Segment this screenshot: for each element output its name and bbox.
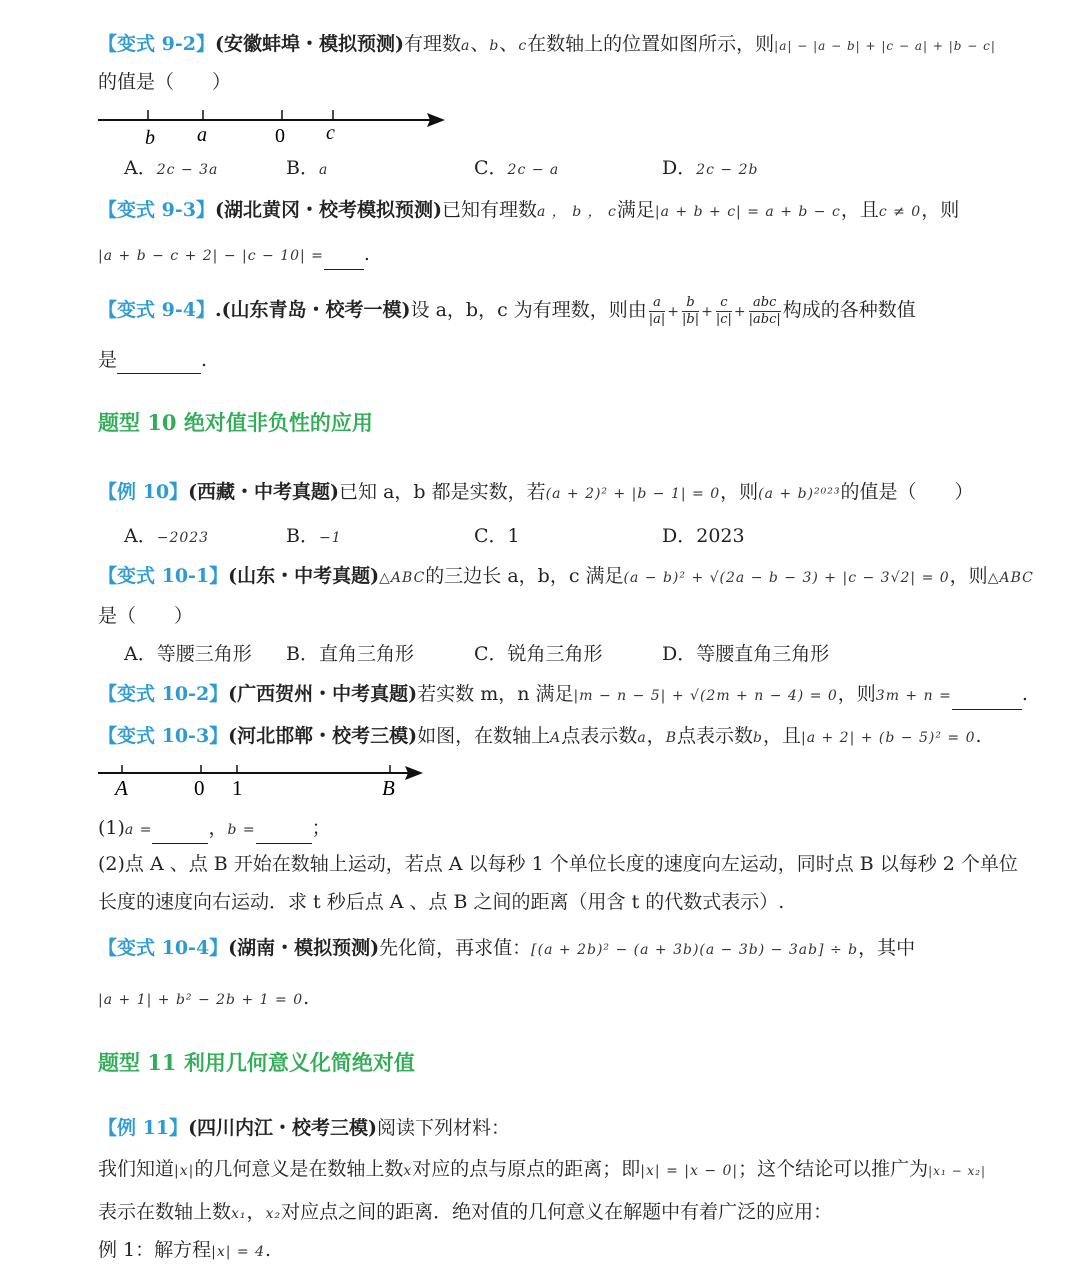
ex10-source: (西藏・中考真题) xyxy=(188,481,340,503)
v102-answer-blank[interactable] xyxy=(952,689,1022,710)
v92-choice-c: C．2c − a xyxy=(474,157,560,179)
v94-end: . xyxy=(201,349,208,371)
v104-text1: 先化简，再求值： xyxy=(379,937,532,959)
v101-text2: ，则 xyxy=(949,565,988,587)
ex10-text3: 的值是（ ） xyxy=(840,481,974,503)
v94-frac-a: $\frac{a}{|a|}$ xyxy=(648,294,666,327)
v93-text1: 已知有理数 xyxy=(441,199,537,221)
v92-label-c: c xyxy=(326,122,335,144)
ex11-tag: 【例 11】 xyxy=(98,1117,189,1139)
v94-plus3: + xyxy=(733,304,747,320)
v103-q1-blank-b[interactable] xyxy=(256,823,312,844)
v102-line1 xyxy=(98,680,1028,710)
v102-source: (广西贺州・中考真题) xyxy=(228,683,418,705)
ex10-expr2: (a + b)²⁰²³ xyxy=(758,486,841,502)
v103-text3: ，且 xyxy=(762,725,801,747)
v103-label-0: 0 xyxy=(194,776,205,800)
v92-var-a: a xyxy=(460,38,471,54)
v93-answer-blank[interactable] xyxy=(324,249,364,270)
ex10-tag: 【例 10】 xyxy=(98,481,189,503)
v103-q2-line1: (2)点 A 、点 B 开始在数轴上运动，若点 A 以每秒 1 个单位长度的速度向左运动，同时点 B 以每秒 2 个单位 xyxy=(98,853,1018,875)
v94-frac-abc: $\frac{\text{abc}}{\text{|abc|}}$ xyxy=(748,294,781,327)
v103-line1 xyxy=(98,722,982,752)
v104-source: (湖南・模拟预测) xyxy=(228,937,380,959)
v101-tag: 【变式 10-1】 xyxy=(98,565,229,587)
ex11-p1c: 对应的点与原点的距离；即 xyxy=(412,1158,641,1180)
v92-choices xyxy=(98,154,998,182)
v103-q1-a: a = xyxy=(124,822,153,838)
ex11-p1e1: |x| xyxy=(174,1163,195,1179)
v92-choice-d: D．2c − 2b xyxy=(662,157,759,179)
v103-label-b: B xyxy=(382,776,395,800)
v94-text1: 设 a，b，c 为有理数，则由 xyxy=(410,299,647,321)
v103-q1 xyxy=(98,814,331,844)
v101-line2: 是（ ） xyxy=(98,605,194,627)
v102-expr1: |m − n − 5| + √(2m + n − 4) = 0 xyxy=(573,688,838,704)
ex10-line1 xyxy=(98,478,974,508)
v93-expr3: |a + b − c + 2| − |c − 10| = xyxy=(98,248,324,264)
v94-source: .(山东青岛・校考一模) xyxy=(214,299,411,321)
v103-sep: ， xyxy=(646,725,666,747)
v103-q1-blank-a[interactable] xyxy=(152,823,208,844)
v93-text4: ，则 xyxy=(921,199,960,221)
ex11-p1e2: x xyxy=(403,1163,413,1179)
v103-expr: |a + 2| + (b − 5)² = 0 xyxy=(800,730,976,746)
ex11-text1: 阅读下列材料： xyxy=(377,1117,511,1139)
ex11-para3 xyxy=(98,1236,271,1266)
v92-text2: 在数轴上的位置如图所示，则 xyxy=(527,33,775,55)
v103-tag: 【变式 10-3】 xyxy=(98,725,229,747)
v102-text1: 若实数 m，n 满足 xyxy=(417,683,574,705)
v103-q2-line2: 长度的速度向右运动．求 t 秒后点 A 、点 B 之间的距离（用含 t 的代数式表示）. xyxy=(98,891,785,913)
v104-text2: ，其中 xyxy=(858,937,916,959)
v102-expr2: 3m + n = xyxy=(875,688,952,704)
v92-var-c: c xyxy=(518,38,528,54)
v101-choice-d: D．等腰直角三角形 xyxy=(662,643,830,665)
v103-label-1: 1 xyxy=(232,776,243,800)
ex10-choice-b: B．−1 xyxy=(286,525,342,547)
v94-tag: 【变式 9-4】 xyxy=(98,299,215,321)
v92-label-b: b xyxy=(145,127,155,149)
ex11-p3end: . xyxy=(265,1239,272,1261)
v103-q1-label: (1) xyxy=(98,817,125,839)
v92-line1 xyxy=(98,30,996,60)
v93-source: (湖北黄冈・校考模拟预测) xyxy=(214,199,442,221)
ex11-p1d: ；这个结论可以推广为 xyxy=(738,1158,929,1180)
v101-expr2: (a − b)² + √(2a − b − 3) + |c − 3√2| = 0 xyxy=(623,570,950,586)
v93-line1 xyxy=(98,196,959,226)
v103-pt-b: B xyxy=(665,730,677,746)
v92-choice-b: B．a xyxy=(286,157,329,179)
v93-text2: 满足 xyxy=(616,199,655,221)
v101-expr1: △ABC xyxy=(379,570,426,586)
ex11-line1 xyxy=(98,1114,510,1142)
v103-label-a: A xyxy=(115,776,128,800)
v94-line1 xyxy=(98,290,916,332)
ex10-choice-c: C．1 xyxy=(474,525,520,547)
v93-line2 xyxy=(98,240,370,270)
v101-choice-b: B．直角三角形 xyxy=(286,643,414,665)
v92-sep2: 、 xyxy=(499,33,519,55)
v103-text1: 如图，在数轴上 xyxy=(417,725,551,747)
v101-choices xyxy=(98,640,998,668)
v93-expr2: c ≠ 0 xyxy=(878,204,922,220)
v101-source: (山东・中考真题) xyxy=(228,565,380,587)
ex11-p3a: 例 1：解方程 xyxy=(98,1239,212,1261)
ex11-p3e: |x| = 4 xyxy=(211,1244,266,1260)
v102-text2: ，则 xyxy=(837,683,876,705)
ex11-source: (四川内江・校考三模) xyxy=(188,1117,378,1139)
v92-source: (安徽蚌埠・模拟预测) xyxy=(214,33,404,55)
ex11-p1a: 我们知道 xyxy=(98,1158,175,1180)
ex11-para2 xyxy=(98,1198,832,1228)
v94-plus2: + xyxy=(701,304,714,320)
ex11-p2sep: ， xyxy=(246,1201,266,1223)
v92-text1: 有理数 xyxy=(403,33,461,55)
ex10-choice-d: D．2023 xyxy=(662,525,745,547)
v102-tag: 【变式 10-2】 xyxy=(98,683,229,705)
v101-choice-c: C．锐角三角形 xyxy=(474,643,603,665)
v92-line2: 的值是（ ） xyxy=(98,71,232,93)
v92-var-b: b xyxy=(489,38,500,54)
v93-expr1: |a + b + c| = a + b − c xyxy=(654,204,841,220)
v92-number-line xyxy=(95,100,455,150)
v103-pt-a: A xyxy=(550,730,562,746)
ex11-p1e4: |x₁ − x₂| xyxy=(928,1164,987,1178)
v94-plus1: + xyxy=(667,304,681,320)
v103-source: (河北邯郸・校考三模) xyxy=(228,725,418,747)
v104-expr1: [(a + 2b)² − (a + 3b)(a − 3b) − 3ab] ÷ b xyxy=(531,942,859,958)
v103-number-line xyxy=(95,758,435,804)
v92-expr: |a| − |a − b| + |c − a| + |b − c| xyxy=(774,39,996,53)
v104-line1 xyxy=(98,934,915,964)
v103-text2a: 点表示数 xyxy=(561,725,638,747)
v94-frac-c: $\frac{c}{|c|}$ xyxy=(715,294,732,327)
heading-type10: 题型 10 绝对值非负性的应用 xyxy=(98,410,373,435)
v103-text2b: 点表示数 xyxy=(676,725,753,747)
v103-end: . xyxy=(975,725,982,747)
v103-q1-b: b = xyxy=(227,822,256,838)
v92-label-a: a xyxy=(197,124,207,146)
ex11-p2b: 对应点之间的距离．绝对值的几何意义在解题中有着广泛的应用： xyxy=(281,1201,833,1223)
v93-vars: a ， b ， c xyxy=(536,204,617,220)
v104-tag: 【变式 10-4】 xyxy=(98,937,229,959)
v101-choice-a: A．等腰三角形 xyxy=(124,643,252,665)
v101-line1 xyxy=(98,562,1034,592)
v94-line2-text: 是 xyxy=(98,349,118,371)
v92-sep1: 、 xyxy=(470,33,490,55)
v92-label-0: 0 xyxy=(275,125,285,147)
v94-answer-blank[interactable] xyxy=(117,353,201,374)
v102-end: . xyxy=(1021,683,1028,705)
heading-type11: 题型 11 利用几何意义化简绝对值 xyxy=(98,1050,415,1075)
v92-choice-a: A．2c − 3a xyxy=(124,157,219,179)
v104-expr2: |a + 1| + b² − 2b + 1 = 0 xyxy=(98,992,304,1008)
v104-line2 xyxy=(98,984,309,1014)
v94-frac-b: $\frac{b}{|b|}$ xyxy=(682,294,700,327)
v92-tag: 【变式 9-2】 xyxy=(98,33,215,55)
ex10-choice-a: A．−2023 xyxy=(124,525,210,547)
ex11-p2e2: x₂ xyxy=(265,1206,282,1222)
v93-text3: ，且 xyxy=(840,199,879,221)
v94-line2 xyxy=(98,346,207,374)
v103-var-b: b xyxy=(753,730,763,746)
ex10-expr1: (a + 2)² + |b − 1| = 0 xyxy=(545,486,721,502)
v101-expr3: △ABC xyxy=(987,570,1034,586)
ex11-p1b: 的几何意义是在数轴上数 xyxy=(194,1158,404,1180)
v94-text2: 构成的各种数值 xyxy=(782,299,916,321)
ex10-choices xyxy=(98,522,998,550)
v101-text1: 的三边长 a，b，c 满足 xyxy=(425,565,624,587)
ex11-p1e3: |x| = |x − 0| xyxy=(640,1163,739,1179)
v103-q1-end: ； xyxy=(311,817,331,839)
ex11-p2e1: x₁ xyxy=(231,1206,247,1222)
ex10-text1: 已知 a，b 都是实数，若 xyxy=(339,481,546,503)
v104-end: . xyxy=(303,987,310,1009)
ex10-text2: ，则 xyxy=(720,481,759,503)
ex11-para1 xyxy=(98,1155,986,1185)
v93-end: . xyxy=(363,243,370,265)
v93-tag: 【变式 9-3】 xyxy=(98,199,215,221)
v103-q1-sep: ， xyxy=(208,817,228,839)
ex11-p2a: 表示在数轴上数 xyxy=(98,1201,232,1223)
v103-var-a: a xyxy=(637,730,647,746)
